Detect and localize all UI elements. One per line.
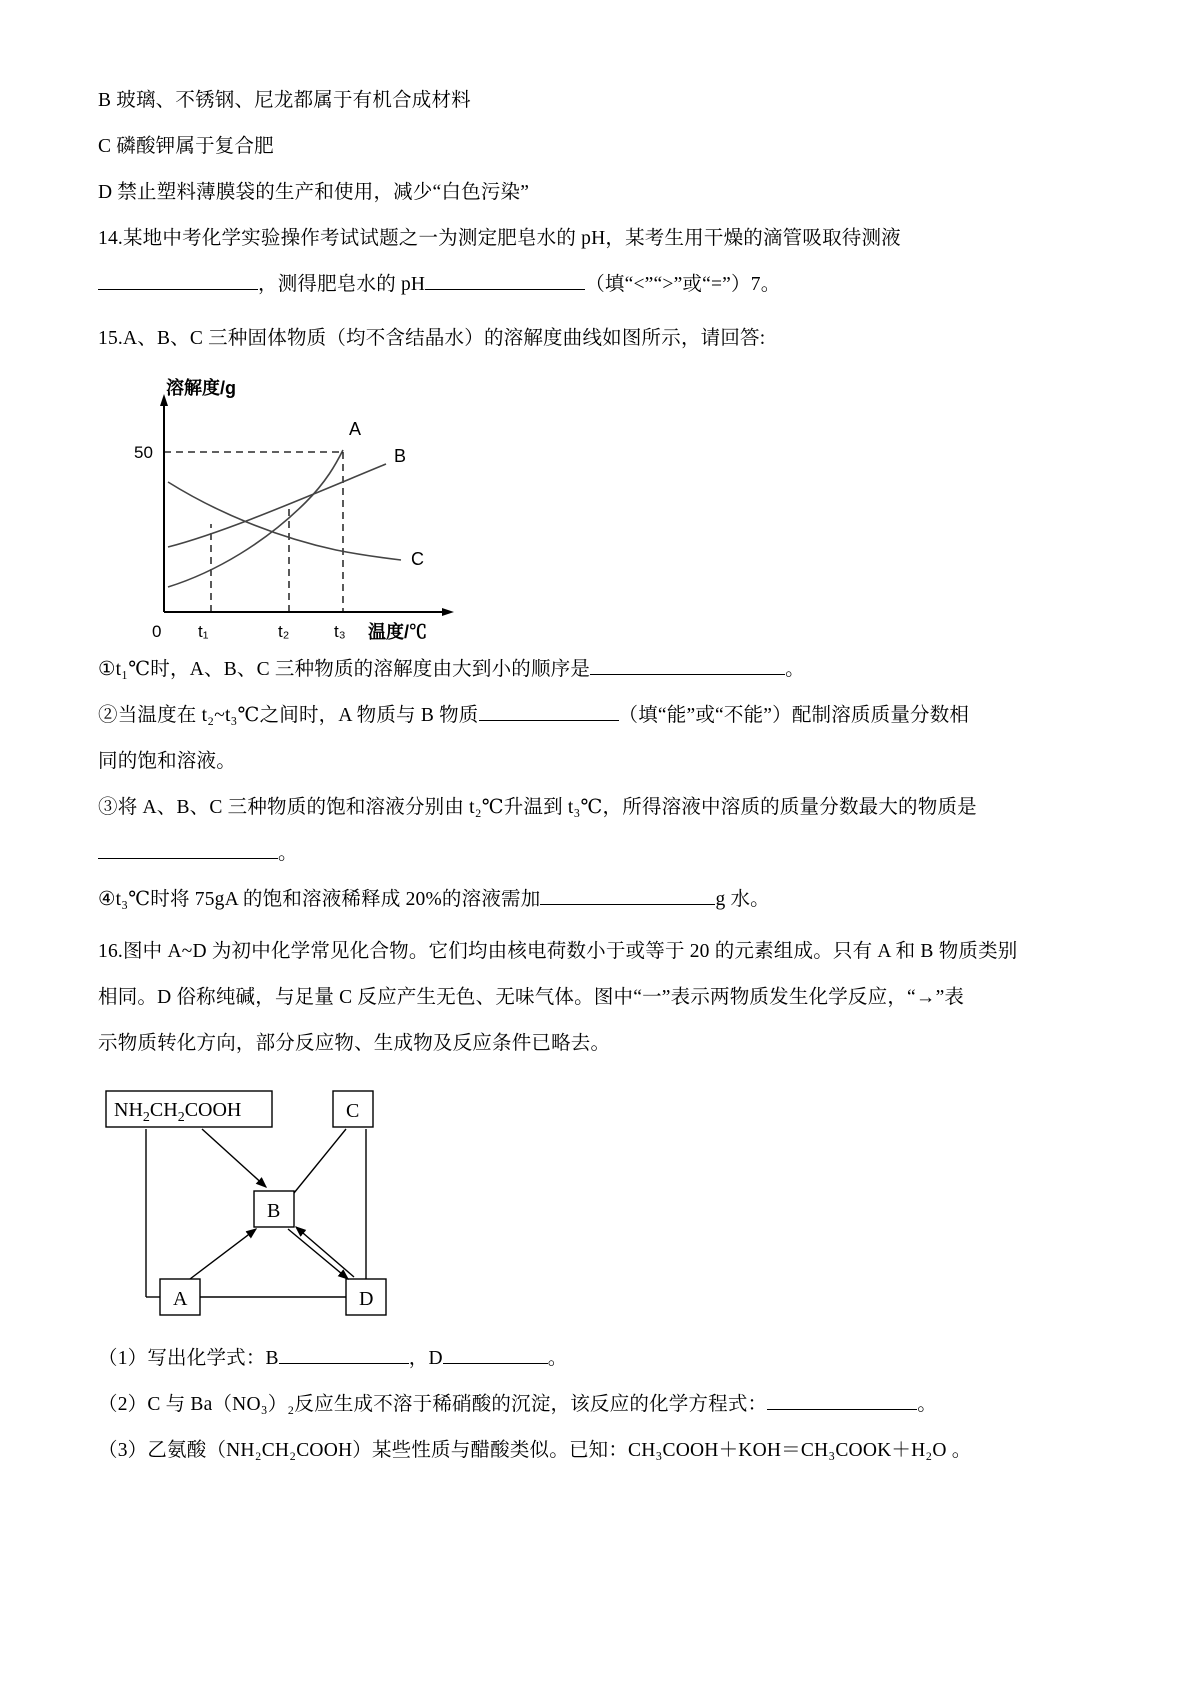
question-14-stem: 14.某地中考化学实验操作考试试题之一为测定肥皂水的 pH，某考生用干燥的滴管吸取待测液 <box>98 228 901 249</box>
q15-item1-text-b: 。 <box>785 659 805 680</box>
option-d: D 禁止塑料薄膜袋的生产和使用，减少“白色污染” <box>98 182 530 203</box>
blank-15-1 <box>590 655 785 676</box>
edge-a-to-b <box>190 1229 256 1279</box>
q16-sub1-text-a: （1）写出化学式：B <box>98 1348 279 1369</box>
blank-15-4 <box>540 885 715 906</box>
solubility-curve-figure <box>106 372 526 647</box>
chart-xtick-t3: t₃ <box>334 622 346 641</box>
diagram-node-a: A <box>173 1288 188 1310</box>
q15-item3-text-b: 。 <box>278 843 298 864</box>
option-c: C 磷酸钾属于复合肥 <box>98 136 274 157</box>
question-15-item-2 <box>98 693 1108 739</box>
blank-14-1 <box>98 270 258 291</box>
question-16-sub-2 <box>98 1382 1108 1428</box>
question-15-stem: 15.A、B、C 三种固体物质（均不含结晶水）的溶解度曲线如图所示，请回答: <box>98 328 766 349</box>
question-14-text-b: （填“<”“>”或“=”）7。 <box>585 274 781 295</box>
question-15-item-1 <box>98 647 1108 693</box>
edge-d-to-b <box>296 1227 354 1277</box>
blank-14-2 <box>425 270 585 291</box>
diagram-node-d: D <box>359 1288 374 1310</box>
q16-sub2-text-b: 。 <box>917 1394 937 1415</box>
chart-ylabel: 溶解度/g <box>166 378 236 398</box>
blank-16-2 <box>443 1344 548 1365</box>
edge-b-to-d <box>288 1229 348 1279</box>
question-15-item-4 <box>98 877 1108 923</box>
q16-sub1-text-b: ，D <box>408 1348 443 1369</box>
blank-15-2 <box>479 701 619 722</box>
question-16-stem-line-2: 相同。D 俗称纯碱，与足量 C 反应产生无色、无味气体。图中“一”表示两物质发生化学反应，“→”表 <box>98 987 965 1008</box>
chart-xlabel: 温度/℃ <box>368 622 428 642</box>
q15-item4-text-b: g 水。 <box>715 889 770 910</box>
option-b: B 玻璃、不锈钢、尼龙都属于有机合成材料 <box>98 90 471 111</box>
chart-series-label-a: A <box>349 419 362 439</box>
q15-item2-text-a: ②当温度在 t₂~t₃℃之间时，A 物质与 B 物质 <box>98 705 479 726</box>
question-16-sub-3: （3）乙氨酸（NH₂CH₂COOH）某些性质与醋酸类似。已知：CH₃COOH＋KOH＝CH₃COOK＋H₂O 。 <box>98 1440 972 1461</box>
q15-item2-text-b: （填“能”或“不能”）配制溶质质量分数相 <box>618 705 970 726</box>
chart-series-label-c: C <box>411 549 424 569</box>
question-15-item-3-cont <box>98 831 1108 877</box>
question-16-stem-line-3: 示物质转化方向，部分反应物、生成物及反应条件已略去。 <box>98 1033 611 1054</box>
chart-xtick-0: 0 <box>152 622 162 641</box>
chart-ytick-50: 50 <box>134 443 153 462</box>
blank-16-1 <box>279 1344 409 1365</box>
question-14-text-a: ，测得肥皂水的 pH <box>258 274 426 295</box>
blank-15-3 <box>98 839 278 860</box>
q15-item4-text-a: ④t₃℃时将 75gA 的饱和溶液稀释成 20%的溶液需加 <box>98 889 541 910</box>
q15-item1-text-a: ①t₁℃时，A、B、C 三种物质的溶解度由大到小的顺序是 <box>98 659 591 680</box>
edge-c-to-b <box>294 1129 346 1193</box>
edge-nh2-to-b <box>202 1129 266 1187</box>
chart-xtick-t1: t₁ <box>198 622 209 641</box>
diagram-node-b: B <box>267 1200 281 1222</box>
diagram-node-c: C <box>346 1100 360 1122</box>
document-content <box>98 78 1108 1474</box>
question-16-sub-1 <box>98 1336 1108 1382</box>
q16-sub1-text-c: 。 <box>547 1348 568 1369</box>
question-15-item-3: ③将 A、B、C 三种物质的饱和溶液分别由 t₂℃升温到 t₃℃，所得溶液中溶质的质量分数最大的物质是 <box>98 797 977 818</box>
chart-xtick-t2: t₂ <box>278 622 290 641</box>
question-14-answer-line <box>98 262 1108 308</box>
chart-series-label-b: B <box>394 446 407 466</box>
blank-16-3 <box>767 1390 917 1411</box>
question-15-item-2-cont: 同的饱和溶液。 <box>98 751 236 772</box>
question-16-stem-line-1: 16.图中 A~D 为初中化学常见化合物。它们均由核电荷数小于或等于 20 的元素组成。只有 A 和 B 物质类别 <box>98 941 1018 962</box>
diagram-node-nh2ch2cooh: $NH_2CH_2COOH$ <box>114 1099 242 1125</box>
q16-sub2-text-a: （2）C 与 Ba（NO₃）₂反应生成不溶于稀硝酸的沉淀，该反应的化学方程式： <box>98 1394 768 1415</box>
substance-relations-figure <box>98 1081 518 1336</box>
